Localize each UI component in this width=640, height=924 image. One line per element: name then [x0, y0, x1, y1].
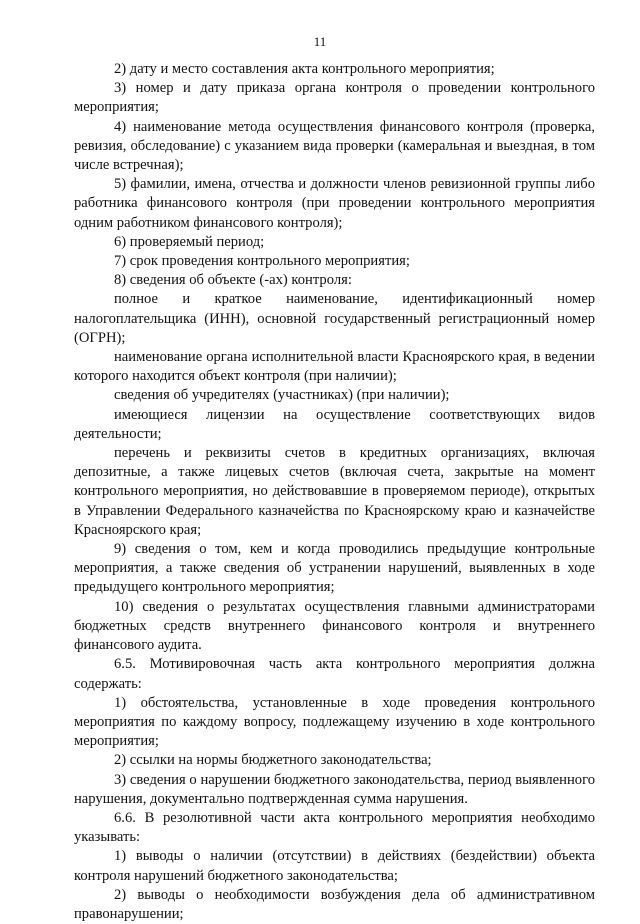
list-item-control-method: 4) наименование метода осуществления финансового контроля (проверка, ревизия, обследование) с указанием вида проверки (камеральная и выездная, в том числе встречная);	[74, 118, 595, 174]
paragraph-executive-authority: наименование органа исполнительной власти Красноярского края, в ведении которого находится объект контроля (при наличии);	[74, 349, 595, 385]
list-item-object-info: 8) сведения об объекте (-ах) контроля:	[114, 272, 352, 289]
list-item-administrative-case: 2) выводы о необходимости возбуждения дела об административном правонарушении;	[74, 886, 595, 922]
list-item-circumstances: 1) обстоятельства, установленные в ходе проведения контрольного мероприятия по каждому вопросу, подлежащему изучению в ходе контрольного мероприятия;	[74, 694, 595, 750]
paragraph-licenses: имеющиеся лицензии на осуществление соответствующих видов деятельности;	[74, 406, 595, 442]
document-body	[74, 60, 595, 924]
list-item-previous-events: 9) сведения о том, кем и когда проводились предыдущие контрольные мероприятия, а также сведения об устранении нарушений, выявленных в ходе предыдущего контрольного мероприятия;	[74, 541, 595, 596]
list-item-order-number: 3) номер и дату приказа органа контроля о проведении контрольного мероприятия;	[74, 80, 595, 116]
list-item-internal-control: 10) сведения о результатах осуществления главными администраторами бюджетных средств внутреннего финансового контроля и внутреннего финансового аудита.	[74, 598, 595, 654]
list-item-date-place: 2) дату и место составления акта контрольного мероприятия;	[114, 61, 495, 77]
page-number: 11	[313, 34, 327, 49]
paragraph-founders: сведения об учредителях (участниках) (при наличии);	[114, 387, 450, 404]
paragraph-accounts: перечень и реквизиты счетов в кредитных организациях, включая депозитные, а также лицевых счетов (включая счета, закрытые на момент контрольного мероприятия, но действовавшие в проверяемом периоде), открытых в Управлении Федерального казначейства по Красноярскому краю и казначействе Красноярского края;	[74, 445, 595, 538]
list-item-audit-period: 6) проверяемый период;	[114, 233, 265, 250]
paragraph-full-name-inn: полное и краткое наименование, идентификационный номер налогоплательщика (ИНН), основной государственный регистрационный номер (ОГРН);	[74, 291, 595, 346]
list-item-violation-info: 3) сведения о нарушении бюджетного законодательства, период выявленного нарушения, документально подтвержденная сумма нарушения.	[74, 771, 595, 807]
list-item-event-term: 7) срок проведения контрольного мероприятия;	[114, 253, 410, 270]
section-6-5-heading: 6.5. Мотивировочная часть акта контрольного мероприятия должна содержать:	[74, 656, 595, 692]
list-item-violation-conclusions: 1) выводы о наличии (отсутствии) в действиях (бездействии) объекта контроля нарушений бюджетного законодательства;	[74, 848, 595, 884]
section-6-6-heading: 6.6. В резолютивной части акта контрольного мероприятия необходимо указывать:	[74, 809, 595, 846]
list-item-norm-references: 2) ссылки на нормы бюджетного законодательства;	[114, 752, 432, 769]
list-item-audit-group: 5) фамилии, имена, отчества и должности членов ревизионной группы либо работника финансового контроля (при проведении контрольного мероприятия одним работником финансового контроля);	[74, 176, 595, 231]
